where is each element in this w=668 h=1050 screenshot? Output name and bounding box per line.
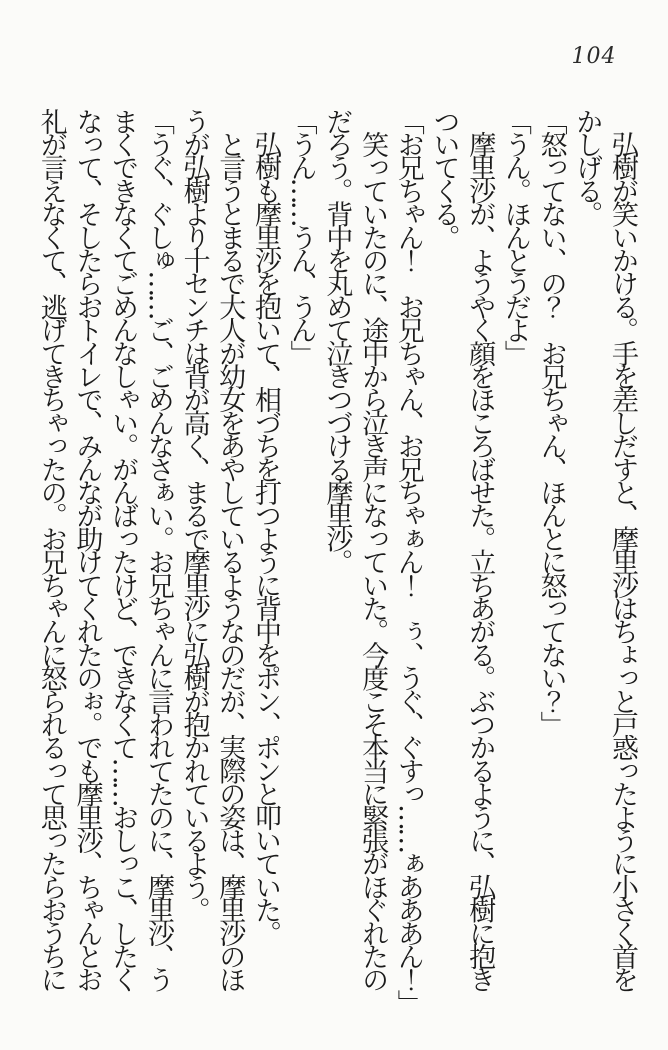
text-line: 摩里沙が、ようやく顔をほころばせた。立ちあがる。ぶつかるように、弘樹に抱き <box>464 108 496 990</box>
text-line: なって、そしたらおトイレで、みんなが助けてくれたのぉ。でも摩里沙、ちゃんとお <box>71 108 103 990</box>
text-line: 礼が言えなくて、逃げてきちゃったの。お兄ちゃんに怒られるって思ったらおうちに <box>35 108 67 990</box>
text-line: 「うぐ、ぐしゅ……ご、ごめんなさぁい。お兄ちゃんに言われてたのに、摩里沙、う <box>142 108 174 990</box>
page-number: 104 <box>571 44 617 69</box>
text-line: ついてくる。 <box>428 108 460 248</box>
text-line: 「お兄ちゃん！ お兄ちゃん、お兄ちゃぁん！ ぅ、うぐ、ぐすっ……ぁあああん！」 <box>392 108 424 1013</box>
text-line: うが弘樹より十センチは背が高く、まるで摩里沙に弘樹が抱かれているよう。 <box>178 108 210 921</box>
text-line: 弘樹も摩里沙を抱いて、相づちを打つように背中をポン、ポンと叩いていた。 <box>249 108 281 944</box>
text-line: 弘樹が笑いかける。手を差しだすと、摩里沙はちょっと戸惑ったように小さく首を <box>607 108 638 990</box>
text-line: 笑っていたのに、途中から泣き声になっていた。今度こそ本当に緊張がほぐれたの <box>357 108 389 990</box>
text-line: 「うん……うん、うん」 <box>285 108 317 364</box>
text-line: まくできなくてごめんなしゃい。がんばったけど、できなくて……おしっこ、したく <box>107 108 139 990</box>
text-line: 「うん。ほんとうだよ」 <box>499 108 531 364</box>
text-line: 「怒ってない、の？ お兄ちゃん、ほんとに怒ってない？」 <box>535 108 567 735</box>
text-line: だろう。背中を丸めて泣きつづける摩里沙。 <box>321 108 353 573</box>
text-line: と言うとまるで大人が幼女をあやしているようなのだが、実際の姿は、摩里沙のほ <box>214 108 246 990</box>
vertical-text-block <box>33 108 640 1023</box>
text-line: かしげる。 <box>571 108 603 225</box>
